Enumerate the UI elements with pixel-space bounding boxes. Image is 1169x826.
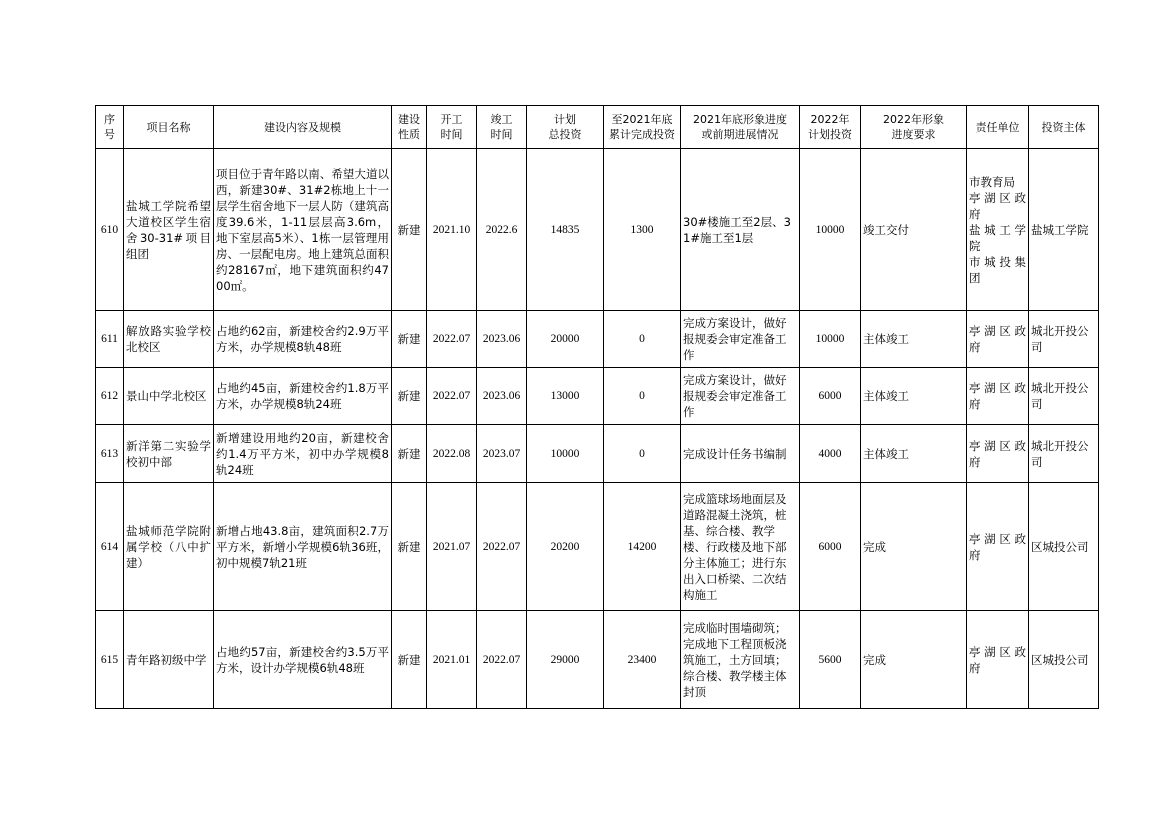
cell-req-2022: 完成 (861, 483, 967, 611)
cell-investor: 盐城工学院 (1029, 149, 1099, 311)
cell-start: 2022.07 (427, 368, 477, 425)
cell-nature: 新建 (392, 311, 427, 368)
col-header-plan-2022: 2022年 计划投资 (800, 106, 861, 149)
cell-seq: 613 (96, 425, 124, 483)
cell-cum-2021: 1300 (604, 149, 681, 311)
cell-plan-total: 10000 (527, 425, 604, 483)
col-header-nature: 建设 性质 (392, 106, 427, 149)
cell-cum-2021: 0 (604, 311, 681, 368)
col-header-cum-2021: 至2021年底 累计完成投资 (604, 106, 681, 149)
cell-seq: 612 (96, 368, 124, 425)
cell-plan-2022: 10000 (800, 311, 861, 368)
header-row (96, 106, 1099, 149)
cell-progress-2021: 完成篮球场地面层及道路混凝土浇筑，桩基、综合楼、教学楼、行政楼及地下部分主体施工；进行东出入口桥梁、二次结构施工 (681, 483, 800, 611)
cell-plan-total: 29000 (527, 611, 604, 709)
cell-unit: 亭湖区政府 (967, 311, 1029, 368)
cell-start: 2022.08 (427, 425, 477, 483)
col-header-req-2022: 2022年形象 进度要求 (861, 106, 967, 149)
cell-req-2022: 主体竣工 (861, 311, 967, 368)
cell-cum-2021: 0 (604, 368, 681, 425)
cell-finish: 2023.06 (477, 311, 527, 368)
cell-content: 占地约45亩，新建校舍约1.8万平方米，办学规模8轨24班 (214, 368, 392, 425)
cell-name: 景山中学北校区 (124, 368, 214, 425)
col-header-progress-2021: 2021年底形象进度 或前期进展情况 (681, 106, 800, 149)
cell-start: 2021.10 (427, 149, 477, 311)
table-row (96, 311, 1099, 368)
cell-seq: 611 (96, 311, 124, 368)
cell-finish: 2023.07 (477, 425, 527, 483)
col-header-plan-total: 计划 总投资 (527, 106, 604, 149)
cell-plan-total: 20200 (527, 483, 604, 611)
cell-unit: 亭湖区政府 (967, 483, 1029, 611)
cell-unit: 亭湖区政府 (967, 611, 1029, 709)
cell-plan-total: 20000 (527, 311, 604, 368)
cell-content: 占地约62亩，新建校舍约2.9万平方米，办学规模8轨48班 (214, 311, 392, 368)
cell-investor: 区城投公司 (1029, 611, 1099, 709)
cell-content: 新增占地43.8亩，建筑面积2.7万平方米，新增小学规模6轨36班，初中规模7轨21班 (214, 483, 392, 611)
cell-investor: 城北开投公司 (1029, 368, 1099, 425)
project-table (95, 105, 1099, 709)
cell-unit: 亭湖区政府 (967, 368, 1029, 425)
cell-cum-2021: 23400 (604, 611, 681, 709)
col-header-finish: 竣工 时间 (477, 106, 527, 149)
table-row (96, 425, 1099, 483)
cell-content: 项目位于青年路以南、希望大道以西，新建30#、31#2栋地上十一层学生宿舍地下一层人防（建筑高度39.6米，1-11层层高3.6m，地下室层高5米）、1栋一层管理用房、一层配电房。地上建筑总面积约28167㎡，地下建筑面积约4700㎡。 (214, 149, 392, 311)
cell-plan-2022: 6000 (800, 483, 861, 611)
cell-req-2022: 完成 (861, 611, 967, 709)
table-row (96, 483, 1099, 611)
col-header-investor: 投资主体 (1029, 106, 1099, 149)
cell-content: 占地约57亩，新建校舍约3.5万平方米，设计办学规模6轨48班 (214, 611, 392, 709)
cell-plan-total: 14835 (527, 149, 604, 311)
cell-investor: 城北开投公司 (1029, 425, 1099, 483)
cell-name: 新洋第二实验学校初中部 (124, 425, 214, 483)
cell-plan-2022: 10000 (800, 149, 861, 311)
cell-start: 2021.01 (427, 611, 477, 709)
cell-name: 盐城师范学院附属学校（八中扩建） (124, 483, 214, 611)
cell-cum-2021: 14200 (604, 483, 681, 611)
col-header-name: 项目名称 (124, 106, 214, 149)
col-header-seq: 序 号 (96, 106, 124, 149)
cell-req-2022: 竣工交付 (861, 149, 967, 311)
cell-name: 解放路实验学校北校区 (124, 311, 214, 368)
cell-seq: 610 (96, 149, 124, 311)
cell-seq: 614 (96, 483, 124, 611)
cell-progress-2021: 完成方案设计，做好报规委会审定准备工作 (681, 368, 800, 425)
table-row (96, 149, 1099, 311)
cell-nature: 新建 (392, 611, 427, 709)
cell-nature: 新建 (392, 425, 427, 483)
table-row (96, 611, 1099, 709)
cell-finish: 2023.06 (477, 368, 527, 425)
cell-name: 盐城工学院希望大道校区学生宿舍30-31#项目组团 (124, 149, 214, 311)
cell-finish: 2022.07 (477, 483, 527, 611)
cell-progress-2021: 完成临时围墙砌筑；完成地下工程顶板浇筑施工，土方回填；综合楼、教学楼主体封顶 (681, 611, 800, 709)
cell-content: 新增建设用地约20亩，新建校舍约1.4万平方米，初中办学规模8轨24班 (214, 425, 392, 483)
cell-progress-2021: 30#楼施工至2层、31#施工至1层 (681, 149, 800, 311)
cell-nature: 新建 (392, 483, 427, 611)
cell-seq: 615 (96, 611, 124, 709)
cell-finish: 2022.07 (477, 611, 527, 709)
cell-plan-2022: 6000 (800, 368, 861, 425)
cell-req-2022: 主体竣工 (861, 368, 967, 425)
cell-req-2022: 主体竣工 (861, 425, 967, 483)
cell-unit: 亭湖区政府 (967, 425, 1029, 483)
cell-cum-2021: 0 (604, 425, 681, 483)
cell-unit: 市教育局 亭湖区政府 盐城工学院 市城投集团 (967, 149, 1029, 311)
col-header-start: 开工 时间 (427, 106, 477, 149)
cell-progress-2021: 完成设计任务书编制 (681, 425, 800, 483)
cell-investor: 城北开投公司 (1029, 311, 1099, 368)
cell-name: 青年路初级中学 (124, 611, 214, 709)
cell-plan-2022: 4000 (800, 425, 861, 483)
col-header-content: 建设内容及规模 (214, 106, 392, 149)
cell-investor: 区城投公司 (1029, 483, 1099, 611)
cell-nature: 新建 (392, 368, 427, 425)
table-row (96, 368, 1099, 425)
cell-start: 2022.07 (427, 311, 477, 368)
cell-progress-2021: 完成方案设计，做好报规委会审定准备工作 (681, 311, 800, 368)
cell-nature: 新建 (392, 149, 427, 311)
cell-plan-total: 13000 (527, 368, 604, 425)
col-header-unit: 责任单位 (967, 106, 1029, 149)
cell-finish: 2022.6 (477, 149, 527, 311)
cell-plan-2022: 5600 (800, 611, 861, 709)
cell-start: 2021.07 (427, 483, 477, 611)
